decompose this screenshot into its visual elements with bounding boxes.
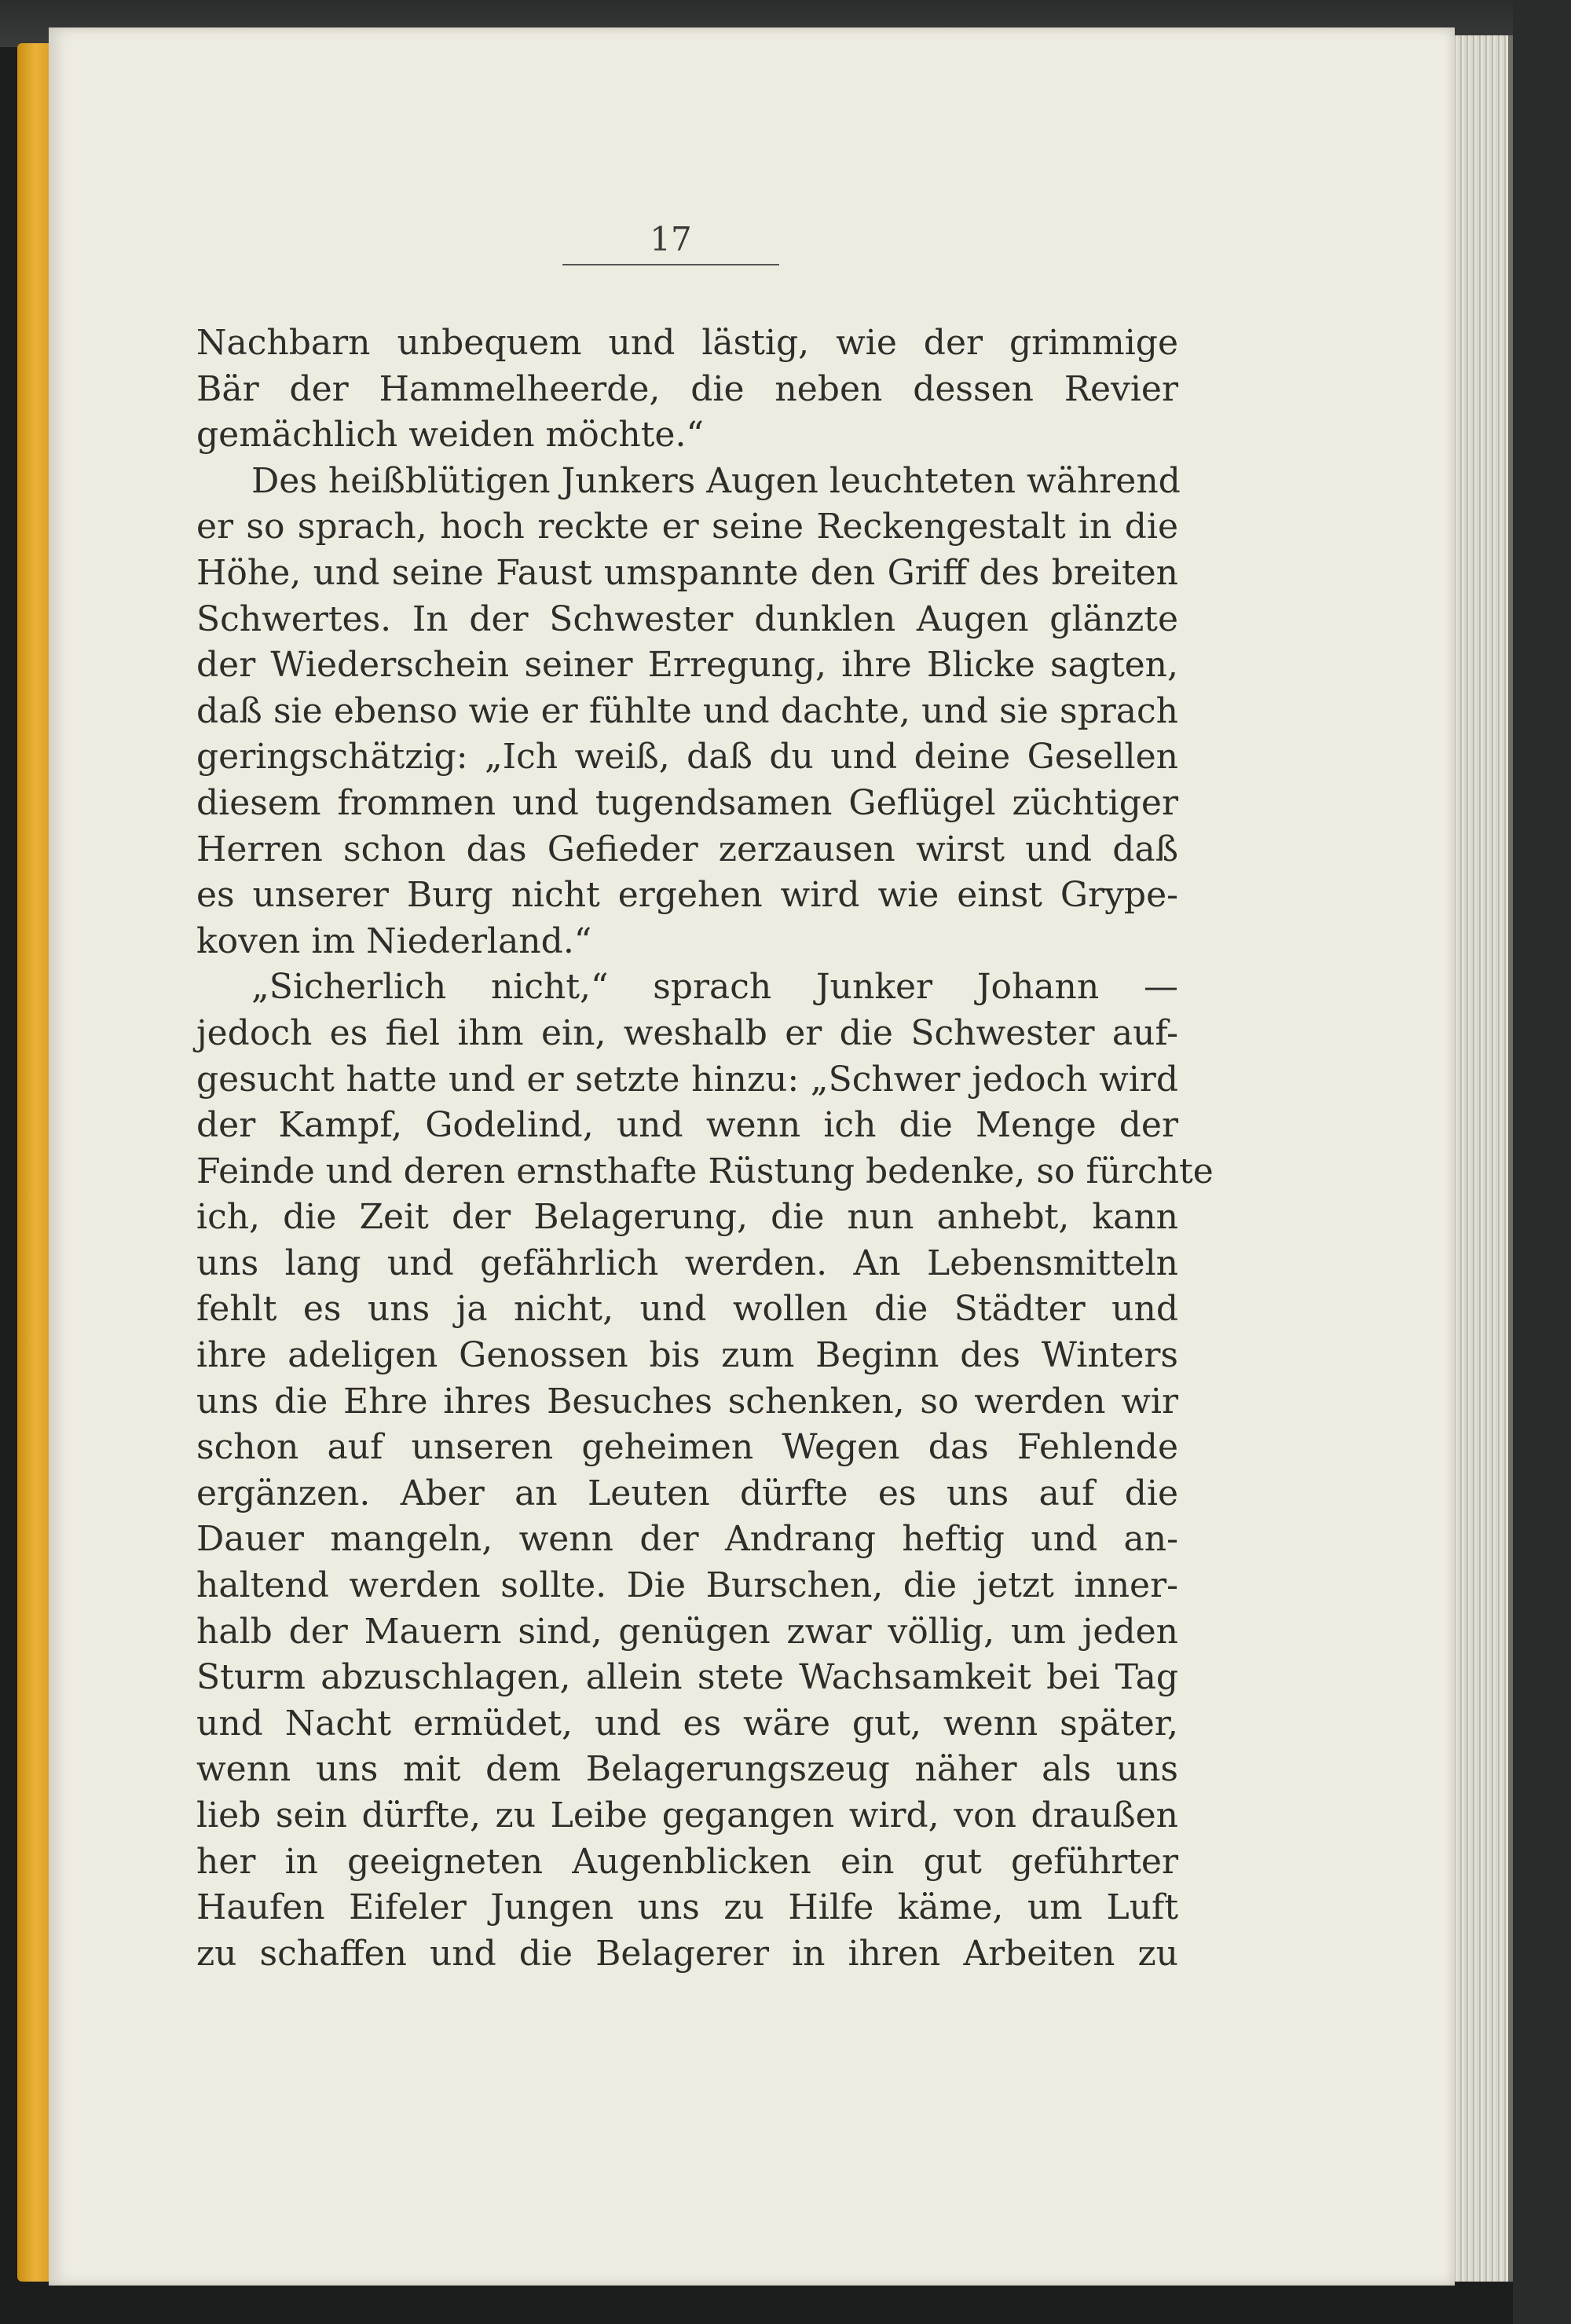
page-header: [562, 220, 779, 265]
text-line: diesem frommen und tugendsamen Geflügel züchtiger: [196, 782, 1178, 823]
text-line: wenn uns mit dem Belagerungszeug näher als uns: [196, 1749, 1178, 1790]
text-line: fehlt es uns ja nicht, und wollen die Städter und: [196, 1289, 1178, 1330]
text-line: zu schaffen und die Belagerer in ihren Arbeiten zu: [196, 1933, 1178, 1974]
text-line: es unserer Burg nicht ergehen wird wie einst Grype-: [196, 875, 1178, 916]
text-line: koven im Niederland.“: [196, 920, 592, 961]
text-line: ich, die Zeit der Belagerung, die nun anhebt, kann: [196, 1197, 1178, 1238]
page-number: 17: [650, 220, 692, 258]
text-line: Des heißblütigen Junkers Augen leuchteten während: [251, 460, 1181, 501]
text-line: ihre adeligen Genossen bis zum Beginn des Winters: [196, 1335, 1178, 1376]
page-stack-edge: [1445, 35, 1513, 2282]
text-line: her in geeigneten Augenblicken ein gut geführter: [196, 1841, 1178, 1882]
text-line: Bär der Hammelheerde, die neben dessen Revier: [196, 368, 1178, 409]
text-line: er so sprach, hoch reckte er seine Reckengestalt in die: [196, 507, 1178, 547]
text-line: Höhe, und seine Faust umspannte den Griff des breiten: [196, 552, 1178, 593]
text-line: daß sie ebenso wie er fühlte und dachte, und sie sprach: [196, 690, 1178, 731]
text-line: lieb sein dürfte, zu Leibe gegangen wird, von draußen: [196, 1795, 1178, 1835]
text-line: der Wiederschein seiner Erregung, ihre Blicke sagten,: [196, 645, 1178, 686]
body-text: [196, 320, 1214, 1977]
text-line: Feinde und deren ernsthafte Rüstung bedenke, so fürchte: [196, 1151, 1214, 1191]
book-cover-back: [1513, 0, 1571, 2324]
text-line: „Sicherlich nicht,“ sprach Junker Johann —: [251, 967, 1178, 1008]
text-line: gemächlich weiden möchte.“: [196, 415, 704, 456]
text-line: uns lang und gefährlich werden. An Lebensmitteln: [196, 1243, 1178, 1283]
header-rule: [562, 264, 779, 265]
text-line: Schwertes. In der Schwester dunklen Augen glänzte: [196, 598, 1178, 639]
text-line: der Kampf, Godelind, und wenn ich die Menge der: [196, 1105, 1178, 1146]
text-line: Herren schon das Gefieder zerzausen wirst und daß: [196, 829, 1178, 869]
text-line: Sturm abzuschlagen, allein stete Wachsamkeit bei Tag: [196, 1657, 1178, 1698]
text-line: uns die Ehre ihres Besuches schenken, so werden wir: [196, 1381, 1178, 1422]
text-line: jedoch es fiel ihm ein, weshalb er die Schwester auf-: [196, 1012, 1178, 1053]
text-line: und Nacht ermüdet, und es wäre gut, wenn später,: [196, 1703, 1178, 1744]
text-line: Dauer mangeln, wenn der Andrang heftig und an-: [196, 1519, 1178, 1560]
text-line: Haufen Eifeler Jungen uns zu Hilfe käme, um Luft: [196, 1887, 1178, 1928]
text-line: haltend werden sollte. Die Burschen, die jetzt inner-: [196, 1565, 1178, 1606]
text-line: ergänzen. Aber an Leuten dürfte es uns auf die: [196, 1473, 1178, 1513]
text-line: geringschätzig: „Ich weiß, daß du und deine Gesellen: [196, 737, 1178, 778]
text-line: Nachbarn unbequem und lästig, wie der grimmige: [196, 323, 1178, 363]
text-line: gesucht hatte und er setzte hinzu: „Schwer jedoch wird: [196, 1059, 1178, 1100]
text-line: halb der Mauern sind, genügen zwar völlig, um jeden: [196, 1611, 1178, 1652]
text-line: schon auf unseren geheimen Wegen das Fehlende: [196, 1427, 1178, 1468]
